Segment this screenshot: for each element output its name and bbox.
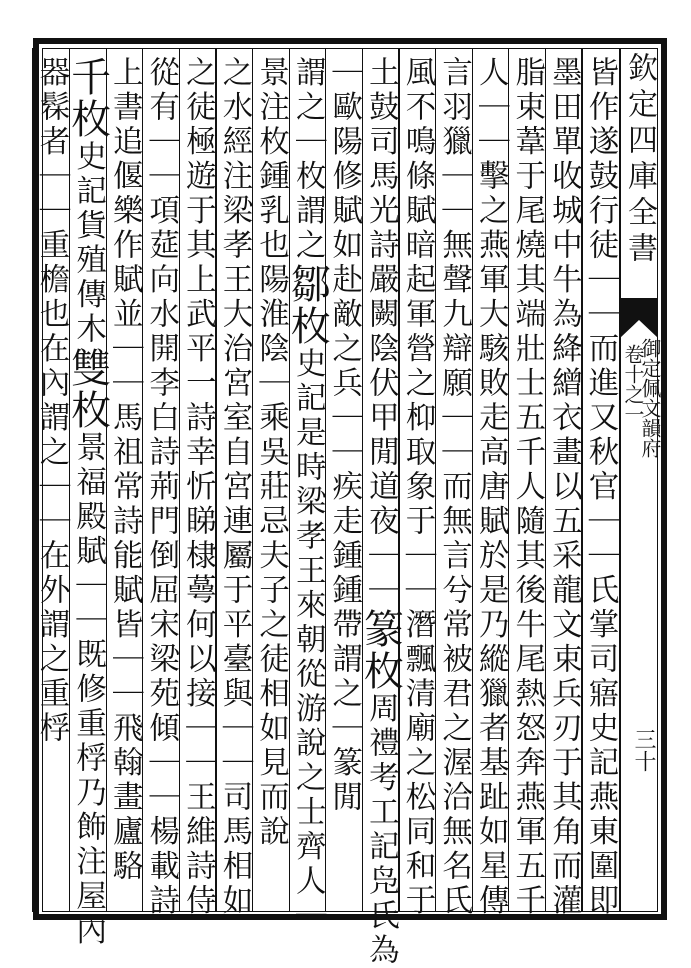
text-column	[473, 56, 509, 919]
text-column	[284, 56, 331, 934]
text-column	[180, 56, 216, 919]
column-text: 陽淮陰｜乘吳莊忌夫子之徒相如見而說	[253, 263, 289, 850]
text-column	[107, 56, 142, 906]
column-text: 土鼓司馬光詩嚴闕陰伏甲閒道夜｜｜	[363, 56, 399, 608]
entry-heading: 雙枚	[64, 347, 111, 431]
column-text: 皆作遂鼓行徒｜｜而進又秋官｜｜氏掌司寤史記燕東圍即	[582, 56, 618, 919]
text-column	[33, 56, 68, 906]
volume-label: 卷十之一	[621, 344, 645, 424]
column-text: 人｜｜擊之燕軍大駭敗走高唐賦於是乃縱獵者基趾如星傳	[473, 56, 509, 919]
entry-heading: 鄒枚	[284, 263, 331, 347]
column-text: 景福殿賦｜｜既修重桴乃飾注屋內	[70, 431, 106, 949]
column-text: 重檐也在內謂之｜｜在外謂之重桴	[33, 228, 69, 746]
column-text: 之水經注梁孝王大治宮室自宮連屬于平臺與｜｜司馬相如	[216, 56, 252, 919]
text-column	[216, 56, 252, 919]
column-text: ｜歐陽修賦如赴敵之兵｜｜疾走	[326, 56, 362, 539]
book-info	[621, 338, 662, 718]
text-column	[509, 56, 545, 919]
column-text: 風不鳴條賦暗起軍營之枊取象于｜｜潛飄清廟之松同和于	[399, 56, 435, 919]
text-column	[357, 56, 404, 968]
text-column	[64, 56, 111, 949]
page-number: 三十	[631, 728, 656, 772]
column-text: 史記貨殖傳木	[70, 140, 106, 347]
column-text: 史記是時梁孝王來朝從游說之士齊人｜	[290, 347, 326, 934]
column-text: 從有｜｜項莚向水開李白詩荊門倒屈宋梁苑傾｜｜楊載詩	[143, 56, 179, 919]
text-column	[326, 56, 361, 906]
column-text: 之徒極遊于其上武平一詩幸忻睇棣蕚何以接｜｜王維詩侍	[180, 56, 216, 919]
column-text: 周禮考工記凫氏為	[363, 692, 399, 968]
column-text: 謂之｜枚謂之	[290, 56, 326, 263]
text-column	[253, 56, 288, 906]
collection-title: 欽定四庫全書	[622, 52, 657, 268]
column-text: 景注枚鍾乳也	[253, 56, 289, 263]
column-text: 墨田單收城中牛為絳繒衣畫以五采龍文束兵刃于其角而灌	[546, 56, 582, 919]
column-text: 器髹者｜｜	[33, 56, 69, 229]
column-text: 言羽獵｜｜無聲九辯願｜｜而無言兮常被君之渥洽無名氏	[436, 56, 472, 919]
text-column	[143, 56, 179, 919]
text-column	[399, 56, 435, 919]
column-text: 鍾鍾帶謂之｜篆閒	[326, 539, 362, 815]
column-text: 脂束葦于尾燒其端壯士五千人隨其後牛尾熱怒奔燕軍五千	[509, 56, 545, 919]
column-text: 上書追偃樂作賦並｜｜馬祖常詩能賦皆｜｜飛翰畫廬駱	[107, 56, 143, 884]
text-column	[436, 56, 472, 919]
entry-heading: 千枚	[64, 56, 111, 140]
text-column	[582, 56, 618, 919]
entry-heading: 篆枚	[357, 608, 404, 692]
book-title: 御定佩文韻府	[638, 338, 662, 458]
text-column	[546, 56, 582, 919]
fishtail-mark-icon	[620, 298, 658, 338]
